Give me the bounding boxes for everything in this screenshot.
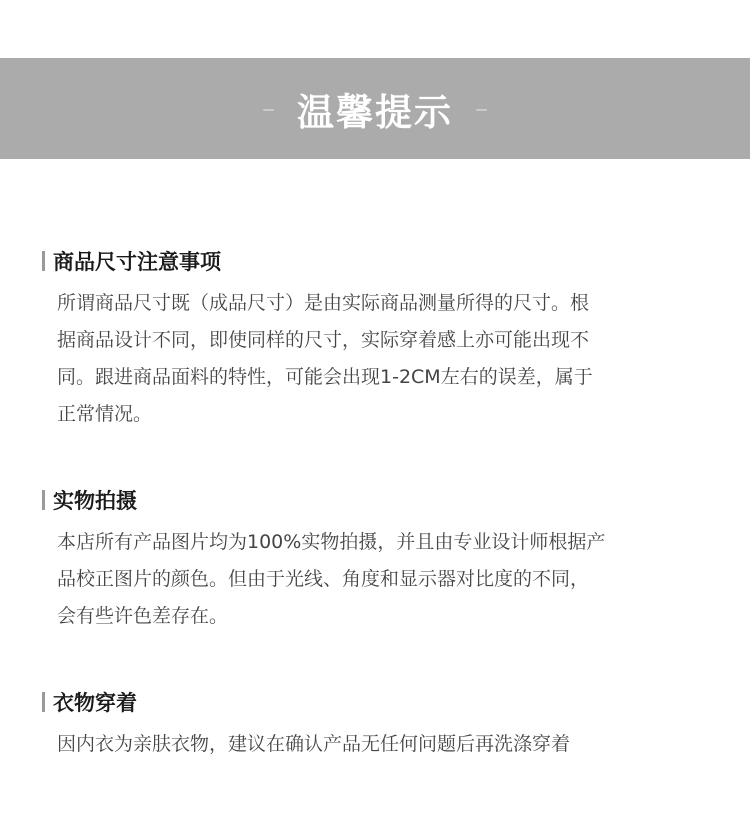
banner-dash-right: –: [475, 93, 488, 124]
heading-marker: [42, 490, 45, 510]
section-heading: [42, 245, 712, 277]
section-body: [42, 524, 712, 635]
body-line: 同。跟进商品面料的特性，可能会出现1-2CM左右的误差，属于: [57, 366, 593, 388]
banner-dash-left: –: [262, 93, 275, 124]
body-line: 因内衣为亲肤衣物，建议在确认产品无任何问题后再洗涤穿着: [57, 733, 571, 755]
body-line: 本店所有产品图片均为100%实物拍摄，并且由专业设计师根据产: [57, 531, 606, 553]
body-line: 品校正图片的颜色。但由于光线、角度和显示器对比度的不同，: [57, 568, 590, 590]
body-line: 正常情况。: [57, 403, 153, 425]
body-line: 会有些许色差存在。: [57, 605, 229, 627]
heading-marker: [42, 692, 45, 712]
heading-marker: [42, 251, 45, 271]
section-heading: [42, 484, 712, 516]
section-size-notice: [42, 245, 712, 433]
notice-banner: [0, 58, 750, 159]
banner-title: 温馨提示: [297, 90, 453, 134]
section-heading: [42, 686, 712, 718]
section-wearing: [42, 686, 712, 763]
body-line: 据商品设计不同，即使同样的尺寸，实际穿着感上亦可能出现不: [57, 329, 590, 351]
section-heading-text: 衣物穿着: [53, 691, 137, 715]
body-line: 所谓商品尺寸既（成品尺寸）是由实际商品测量所得的尺寸。根: [57, 292, 590, 314]
section-heading-text: 实物拍摄: [53, 489, 137, 513]
section-heading-text: 商品尺寸注意事项: [53, 250, 221, 274]
section-body: [42, 285, 712, 433]
section-real-photo: [42, 484, 712, 635]
section-body: [42, 726, 712, 763]
